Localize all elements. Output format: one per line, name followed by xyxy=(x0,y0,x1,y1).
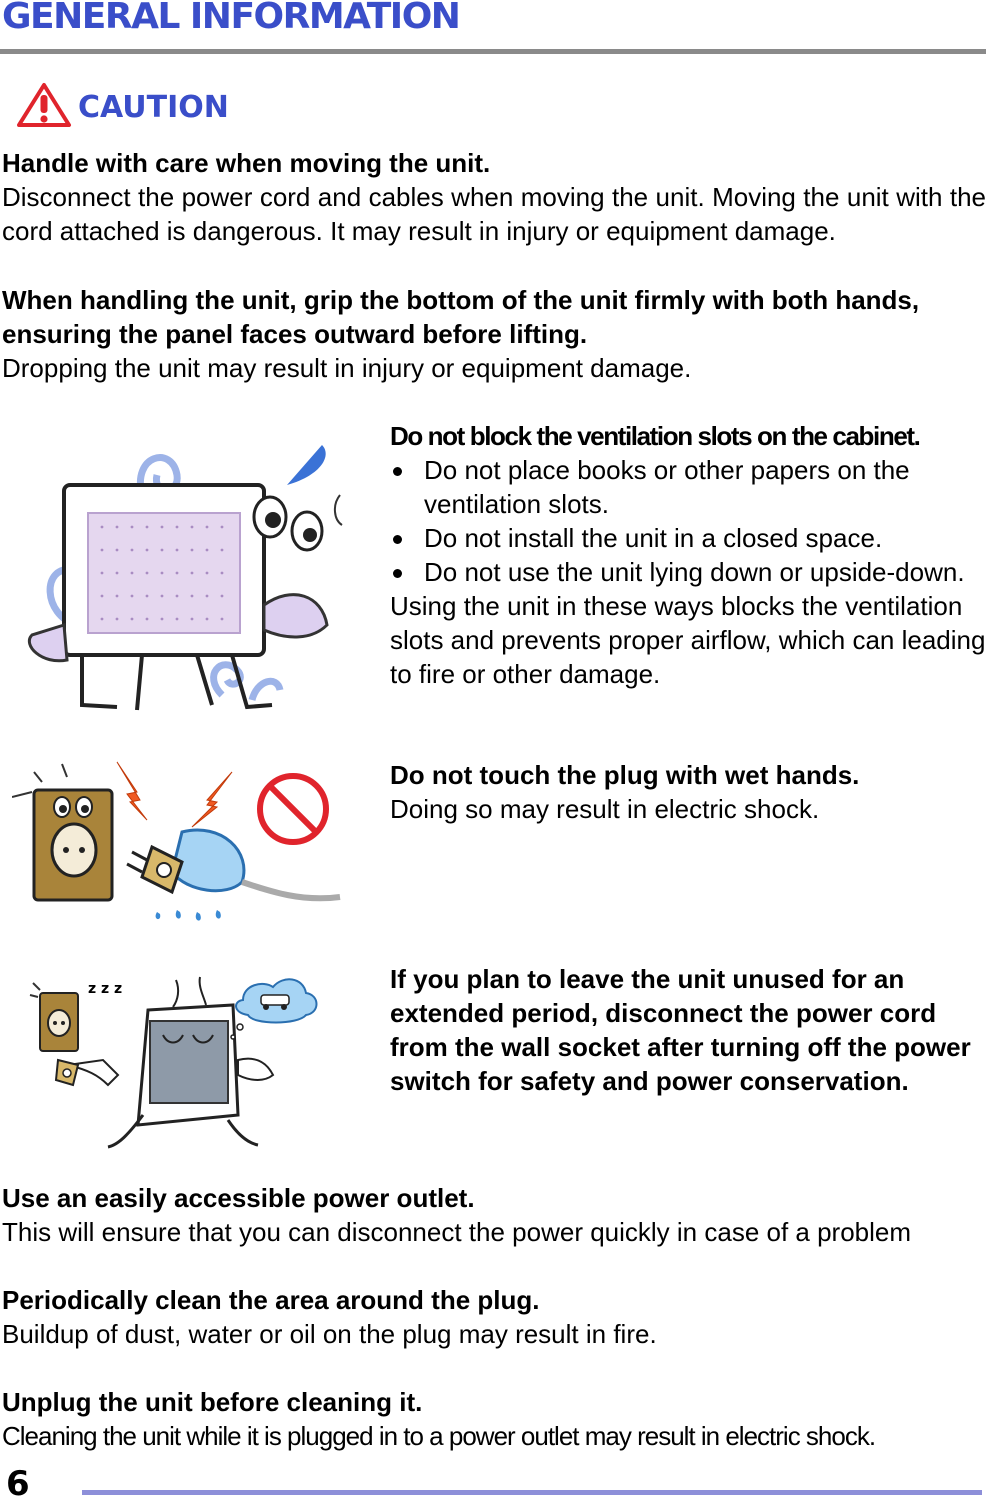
ventilation-bullet-list xyxy=(390,453,986,589)
warning-triangle-icon xyxy=(16,82,72,128)
wet-hands-plug-illustration xyxy=(12,752,342,930)
blocked-ventilation-illustration xyxy=(22,425,352,720)
gripping-heading: When handling the unit, grip the bottom of the unit firmly with both hands, ensuring the panel faces outward before lifting. xyxy=(2,285,920,349)
clean-plug-body: Buildup of dust, water or oil on the plug may result in fire. xyxy=(2,1319,657,1349)
ventilation-section xyxy=(390,419,986,691)
outlet-body: This will ensure that you can disconnect the power quickly in case of a problem xyxy=(2,1217,912,1247)
moving-heading: Handle with care when moving the unit. xyxy=(2,148,491,178)
clean-plug-section xyxy=(2,1283,986,1351)
list-item: Do not use the unit lying down or upside-down. xyxy=(390,555,986,589)
clean-plug-heading: Periodically clean the area around the plug. xyxy=(2,1285,540,1315)
unplug-heading: Unplug the unit before cleaning it. xyxy=(2,1387,423,1417)
header-divider xyxy=(0,49,986,54)
unplug-body: Cleaning the unit while it is plugged in to a power outlet may result in electric shock. xyxy=(2,1421,876,1451)
page-title: GENERAL INFORMATION xyxy=(2,0,460,37)
unplug-section xyxy=(2,1385,986,1453)
footer-divider xyxy=(82,1490,982,1495)
gripping-body: Dropping the unit may result in injury or equipment damage. xyxy=(2,353,692,383)
svg-text:z z z: z z z xyxy=(88,981,123,997)
outlet-heading: Use an easily accessible power outlet. xyxy=(2,1183,475,1213)
unused-heading: If you plan to leave the unit unused for an extended period, disconnect the power cord from the wall socket after turning off the power switch for safety and power conservation. xyxy=(390,964,971,1096)
page-number: 6 xyxy=(6,1464,30,1504)
wet-hands-body: Doing so may result in electric shock. xyxy=(390,794,820,824)
list-item: Do not place books or other papers on the ventilation slots. xyxy=(390,453,986,521)
ventilation-body: Using the unit in these ways blocks the ventilation slots and prevents proper airflow, which can leading to fire or other damage. xyxy=(390,591,986,689)
caution-label: CAUTION xyxy=(78,90,229,125)
gripping-section xyxy=(2,283,986,385)
moving-section xyxy=(2,146,986,248)
ventilation-heading: Do not block the ventilation slots on the cabinet. xyxy=(390,421,920,451)
wet-hands-section xyxy=(390,758,986,826)
unplugged-monitor-illustration xyxy=(28,965,328,1153)
list-item: Do not install the unit in a closed space. xyxy=(390,521,986,555)
wet-hands-heading: Do not touch the plug with wet hands. xyxy=(390,760,860,790)
moving-body: Disconnect the power cord and cables when moving the unit. Moving the unit with the cord attached is dangerous. It may result in injury or equipment damage. xyxy=(2,182,986,246)
unused-section xyxy=(390,962,986,1098)
outlet-section xyxy=(2,1181,986,1249)
